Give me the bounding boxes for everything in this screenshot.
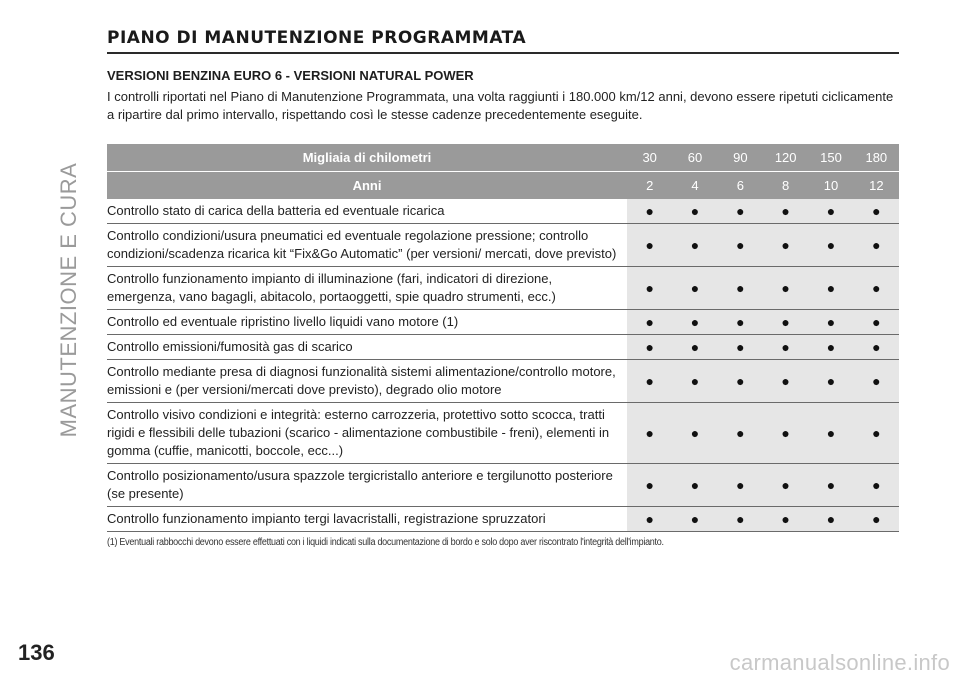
check-description: Controllo visivo condizioni e integrità: esterno carrozzeria, protettivo sotto scocca, tratti rigidi e flessibili delle tubazioni (scarico - alimentazione combustibile - freni), elementi in gomma (cuffie, manicotti, boccole, ecc...): [107, 403, 627, 464]
interval-mark: ●: [854, 464, 899, 507]
check-description: Controllo ed eventuale ripristino livello liquidi vano motore (1): [107, 310, 627, 335]
interval-mark: ●: [627, 335, 672, 360]
interval-mark: ●: [808, 310, 853, 335]
page-title: PIANO DI MANUTENZIONE PROGRAMMATA: [107, 28, 899, 54]
interval-mark: ●: [627, 403, 672, 464]
check-description: Controllo stato di carica della batteria ed eventuale ricarica: [107, 199, 627, 224]
interval-mark: ●: [854, 360, 899, 403]
interval-mark: ●: [627, 199, 672, 224]
interval-mark: ●: [808, 335, 853, 360]
interval-mark: ●: [718, 310, 763, 335]
interval-mark: ●: [627, 360, 672, 403]
km-header-row: [107, 144, 899, 172]
interval-mark: ●: [854, 199, 899, 224]
interval-mark: ●: [763, 464, 808, 507]
interval-mark: ●: [808, 267, 853, 310]
interval-mark: ●: [854, 507, 899, 532]
years-value: 8: [763, 172, 808, 200]
interval-mark: ●: [808, 224, 853, 267]
km-value: 60: [672, 144, 717, 172]
years-value: 4: [672, 172, 717, 200]
km-value: 120: [763, 144, 808, 172]
interval-mark: ●: [672, 507, 717, 532]
interval-mark: ●: [763, 224, 808, 267]
interval-mark: ●: [718, 224, 763, 267]
table-row: [107, 335, 899, 360]
table-footnote: (1) Eventuali rabbocchi devono essere effettuati con i liquidi indicati sulla documentazione di bordo e solo dopo aver riscontrato l'integrità dell'impianto.: [107, 537, 664, 548]
check-description: Controllo emissioni/fumosità gas di scarico: [107, 335, 627, 360]
interval-mark: ●: [808, 464, 853, 507]
years-value: 12: [854, 172, 899, 200]
page-content: [107, 28, 899, 550]
check-description: Controllo posizionamento/usura spazzole tergicristallo anteriore e tergilunotto posteriore (se presente): [107, 464, 627, 507]
interval-mark: ●: [763, 267, 808, 310]
km-value: 30: [627, 144, 672, 172]
watermark-text: carmanualsonline.info: [729, 650, 950, 675]
km-value: 90: [718, 144, 763, 172]
years-value: 2: [627, 172, 672, 200]
interval-mark: ●: [763, 360, 808, 403]
interval-mark: ●: [627, 507, 672, 532]
table-row: [107, 403, 899, 464]
table-row: [107, 199, 899, 224]
interval-mark: ●: [854, 310, 899, 335]
interval-mark: ●: [718, 403, 763, 464]
interval-mark: ●: [808, 199, 853, 224]
km-header-label: Migliaia di chilometri: [107, 144, 627, 172]
interval-mark: ●: [763, 403, 808, 464]
interval-mark: ●: [627, 267, 672, 310]
interval-mark: ●: [672, 199, 717, 224]
interval-mark: ●: [763, 199, 808, 224]
years-value: 6: [718, 172, 763, 200]
interval-mark: ●: [808, 507, 853, 532]
section-subtitle: VERSIONI BENZINA EURO 6 - VERSIONI NATURAL POWER: [107, 68, 474, 83]
interval-mark: ●: [718, 360, 763, 403]
interval-mark: ●: [672, 335, 717, 360]
table-row: [107, 464, 899, 507]
table-row: [107, 507, 899, 532]
table-row: [107, 310, 899, 335]
interval-mark: ●: [672, 267, 717, 310]
km-value: 180: [854, 144, 899, 172]
check-description: Controllo funzionamento impianto di illuminazione (fari, indicatori di direzione, emergenza, vano bagagli, abitacolo, portaoggetti, spie quadro strumenti, ecc.): [107, 267, 627, 310]
interval-mark: ●: [718, 335, 763, 360]
interval-mark: ●: [672, 464, 717, 507]
interval-mark: ●: [854, 224, 899, 267]
check-description: Controllo mediante presa di diagnosi funzionalità sistemi alimentazione/controllo motore, emissioni e (per versioni/mercati dove previsto), degrado olio motore: [107, 360, 627, 403]
interval-mark: ●: [718, 507, 763, 532]
intro-paragraph: I controlli riportati nel Piano di Manutenzione Programmata, una volta raggiunti i 180.000 km/12 anni, devono essere ripetuti ciclicamente a ripartire dal primo intervallo, rispettando così le stesse cadenze precedentemente eseguite.: [107, 89, 894, 122]
maintenance-table: [107, 144, 899, 532]
section-side-title-text: MANUTENZIONE E CURA: [56, 162, 81, 438]
interval-mark: ●: [672, 310, 717, 335]
interval-mark: ●: [718, 464, 763, 507]
interval-mark: ●: [763, 335, 808, 360]
years-header-row: [107, 172, 899, 200]
interval-mark: ●: [627, 464, 672, 507]
interval-mark: ●: [627, 310, 672, 335]
interval-mark: ●: [672, 224, 717, 267]
interval-mark: ●: [672, 403, 717, 464]
table-row: [107, 224, 899, 267]
interval-mark: ●: [854, 403, 899, 464]
interval-mark: ●: [672, 360, 717, 403]
interval-mark: ●: [718, 199, 763, 224]
years-header-label: Anni: [107, 172, 627, 200]
interval-mark: ●: [763, 310, 808, 335]
table-row: [107, 267, 899, 310]
check-description: Controllo funzionamento impianto tergi lavacristalli, registrazione spruzzatori: [107, 507, 627, 532]
interval-mark: ●: [627, 224, 672, 267]
page-number: 136: [18, 640, 55, 665]
years-value: 10: [808, 172, 853, 200]
interval-mark: ●: [808, 403, 853, 464]
table-row: [107, 360, 899, 403]
interval-mark: ●: [718, 267, 763, 310]
interval-mark: ●: [763, 507, 808, 532]
km-value: 150: [808, 144, 853, 172]
interval-mark: ●: [854, 267, 899, 310]
check-description: Controllo condizioni/usura pneumatici ed eventuale regolazione pressione; controllo condizioni/scadenza ricarica kit “Fix&Go Automatic” (per versioni/ mercati, dove previsto): [107, 224, 627, 267]
interval-mark: ●: [808, 360, 853, 403]
interval-mark: ●: [854, 335, 899, 360]
